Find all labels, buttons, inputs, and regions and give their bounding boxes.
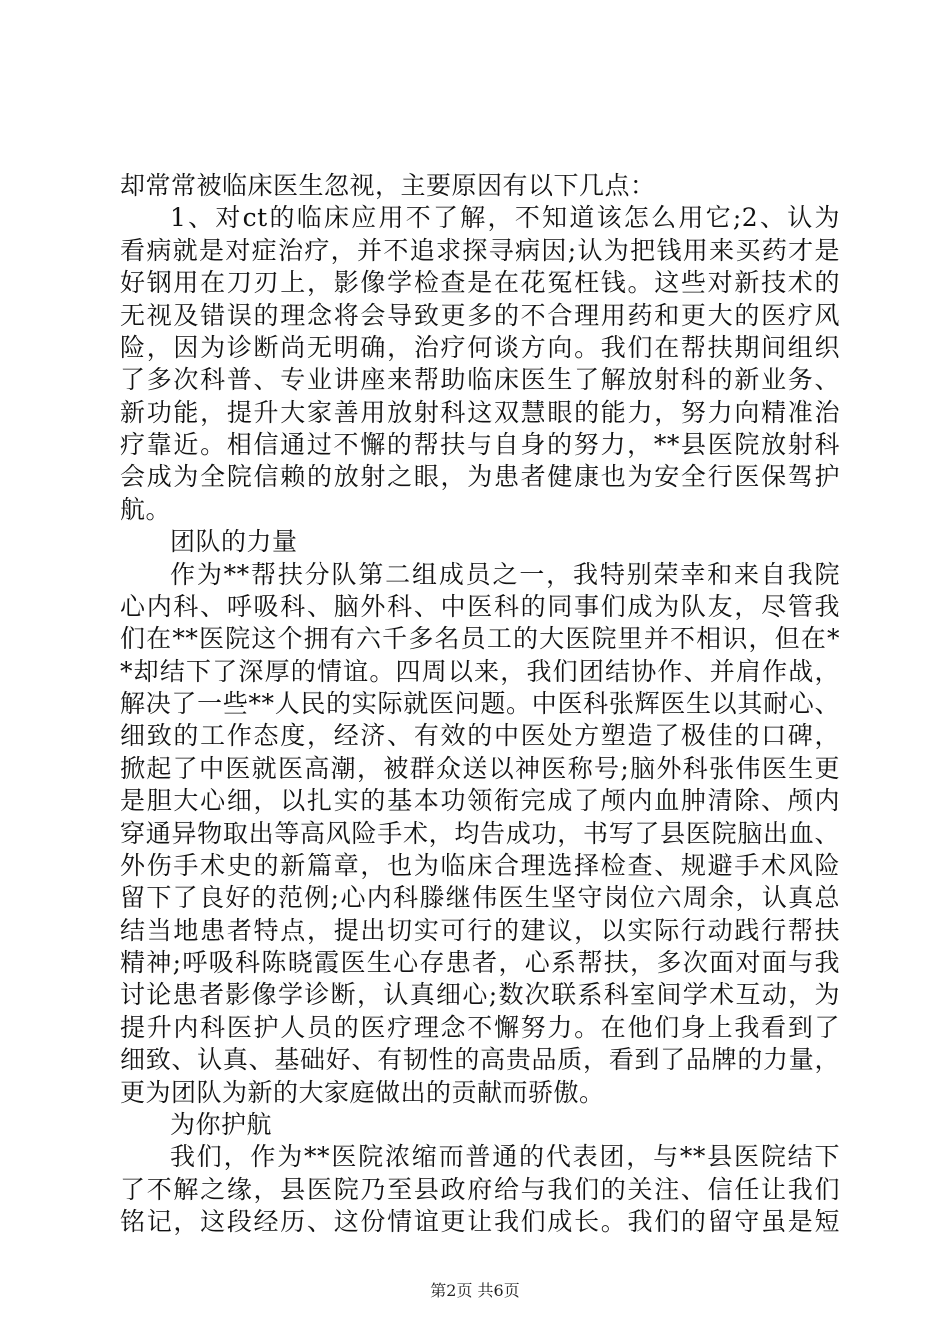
body-text-line: 掀起了中医就医高潮，被群众送以神医称号;脑外科张伟医生更	[120, 754, 840, 783]
body-text-line: 险，因为诊断尚无明确，治疗何谈方向。我们在帮扶期间组织	[120, 333, 840, 362]
body-text-line: 作为**帮扶分队第二组成员之一，我特别荣幸和来自我院	[170, 560, 840, 589]
body-text-line: 提升内科医护人员的医疗理念不懈努力。在他们身上我看到了	[120, 1013, 840, 1042]
body-text-line: 解决了一些**人民的实际就医问题。中医科张辉医生以其耐心、	[120, 689, 840, 718]
body-text-line: 细致的工作态度，经济、有效的中医处方塑造了极佳的口碑，	[120, 721, 840, 750]
body-text-line: *却结下了深厚的情谊。四周以来，我们团结协作、并肩作战，	[120, 657, 840, 686]
body-text-line: 航。	[120, 495, 172, 524]
body-text-line: 铭记，这段经历、这份情谊更让我们成长。我们的留守虽是短	[120, 1207, 840, 1236]
body-text-line: 细致、认真、基础好、有韧性的高贵品质，看到了品牌的力量，	[120, 1045, 840, 1074]
body-text-line: 们在**医院这个拥有六千多名员工的大医院里并不相识，但在*	[120, 624, 840, 653]
body-text-line: 讨论患者影像学诊断，认真细心;数次联系科室间学术互动，为	[120, 980, 840, 1009]
body-text-line: 新功能，提升大家善用放射科这双慧眼的能力，努力向精准治	[120, 398, 840, 427]
body-text-line: 穿通异物取出等高风险手术，均告成功，书写了县医院脑出血、	[120, 819, 840, 848]
body-text-line: 心内科、呼吸科、脑外科、中医科的同事们成为队友，尽管我	[120, 592, 840, 621]
body-text-line: 更为团队为新的大家庭做出的贡献而骄傲。	[120, 1078, 605, 1107]
body-text-line: 疗靠近。相信通过不懈的帮扶与自身的努力，**县医院放射科	[120, 430, 840, 459]
body-text-line: 好钢用在刀刃上，影像学检查是在花冤枉钱。这些对新技术的	[120, 268, 840, 297]
body-text-line: 却常常被临床医生忽视，主要原因有以下几点：	[120, 171, 656, 200]
body-text-line: 了不解之缘，县医院乃至县政府给与我们的关注、信任让我们	[120, 1175, 840, 1204]
body-text-line: 无视及错误的理念将会导致更多的不合理用药和更大的医疗风	[120, 301, 840, 330]
body-text-line: 结当地患者特点，提出切实可行的建议，以实际行动践行帮扶	[120, 916, 840, 945]
body-text-line: 外伤手术史的新篇章，也为临床合理选择检查、规避手术风险	[120, 851, 840, 880]
body-text-line: 是胆大心细，以扎实的基本功领衔完成了颅内血肿清除、颅内	[120, 786, 840, 815]
body-text-line: 1、对ct的临床应用不了解，不知道该怎么用它;2、认为	[170, 203, 840, 232]
body-text-line: 留下了良好的范例;心内科滕继伟医生坚守岗位六周余，认真总	[120, 883, 840, 912]
page-number-footer: 第2页 共6页	[430, 1281, 520, 1300]
body-text-line: 会成为全院信赖的放射之眼，为患者健康也为安全行医保驾护	[120, 462, 840, 491]
section-heading: 团队的力量	[170, 527, 298, 556]
body-text-line: 了多次科普、专业讲座来帮助临床医生了解放射科的新业务、	[120, 365, 840, 394]
body-text-line: 精神;呼吸科陈晓霞医生心存患者，心系帮扶，多次面对面与我	[120, 948, 840, 977]
body-text-line: 看病就是对症治疗，并不追求探寻病因;认为把钱用来买药才是	[120, 236, 840, 265]
section-heading: 为你护航	[170, 1110, 273, 1139]
body-text-line: 我们，作为**医院浓缩而普通的代表团，与**县医院结下	[170, 1142, 840, 1171]
